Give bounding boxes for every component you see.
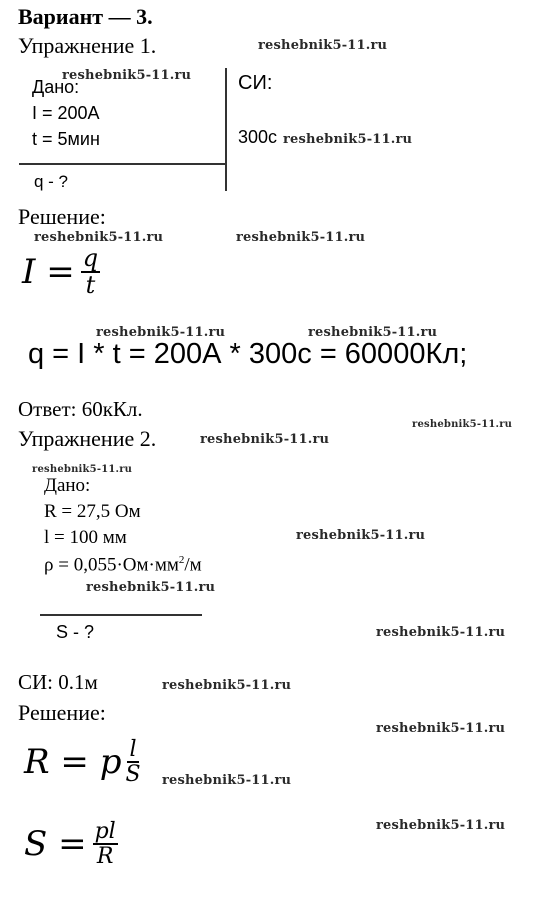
ex1-given-current: I = 200А (32, 103, 100, 123)
watermark: reshebnik5-11.ru (96, 325, 226, 340)
watermark: reshebnik5-11.ru (162, 773, 292, 788)
given-si-divider (225, 68, 227, 191)
ex2-formula-area (24, 820, 118, 868)
watermark: reshebnik5-11.ru (258, 38, 388, 53)
ex2-resistivity-main: ρ = 0,055·Ом·мм (44, 554, 179, 576)
ex1-answer: Ответ: 60кКл. (18, 397, 143, 421)
ex1-si-label: СИ: (238, 72, 273, 94)
watermark: reshebnik5-11.ru (296, 528, 426, 543)
ex2-solution-label: Решение: (18, 700, 106, 725)
ex2-resistivity-unit: /м (184, 554, 202, 576)
ex1-formula-lhs: I = (22, 252, 75, 293)
ex1-solution-label: Решение: (18, 204, 106, 229)
ex2-resistivity-sup: 2 (178, 554, 185, 566)
watermark: reshebnik5-11.ru (86, 580, 216, 595)
ex1-unknown: q - ? (34, 172, 69, 191)
ex2-unknown: S - ? (56, 622, 95, 642)
ex2-given-divider (40, 614, 202, 616)
watermark: reshebnik5-11.ru (62, 68, 192, 83)
ex1-formula-num: q (82, 244, 99, 272)
watermark: reshebnik5-11.ru (376, 625, 506, 640)
ex2-formula-resistance (24, 738, 143, 786)
ex2-f2-fraction (93, 820, 118, 868)
watermark: reshebnik5-11.ru (412, 419, 513, 430)
exercise-1-title: Упражнение 1. (18, 33, 157, 58)
ex2-f1-fraction (123, 738, 142, 786)
ex2-given-length: l = 100 мм (44, 527, 127, 548)
ex1-given-time: t = 5мин (32, 129, 100, 149)
watermark: reshebnik5-11.ru (32, 464, 133, 475)
ex2-f1-num: l (129, 737, 137, 762)
ex1-formula-fraction (81, 246, 100, 298)
watermark: reshebnik5-11.ru (376, 721, 506, 736)
watermark: reshebnik5-11.ru (308, 325, 438, 340)
ex2-f2-lhs: S = (24, 824, 87, 865)
watermark: reshebnik5-11.ru (200, 432, 330, 447)
watermark: reshebnik5-11.ru (283, 132, 413, 147)
ex2-given-label: Дано: (44, 475, 91, 496)
ex2-given-resistance: R = 27,5 Ом (44, 501, 141, 522)
ex2-f2-den: R (96, 844, 114, 870)
ex2-given-resistivity (44, 554, 202, 576)
watermark: reshebnik5-11.ru (34, 230, 164, 245)
ex1-calculation: q = I * t = 200А * 300с = 60000Кл; (28, 338, 468, 370)
exercise-2-title: Упражнение 2. (18, 426, 157, 451)
ex1-given-label: Дано: (32, 77, 80, 97)
ex1-formula (22, 246, 100, 298)
variant-title: Вариант — 3. (18, 4, 153, 29)
ex2-f1-lhs: R = p (24, 742, 122, 783)
watermark: reshebnik5-11.ru (236, 230, 366, 245)
ex2-f2-num: pl (94, 819, 116, 844)
watermark: reshebnik5-11.ru (162, 678, 292, 693)
ex2-si: СИ: 0.1м (18, 670, 98, 694)
watermark: reshebnik5-11.ru (376, 818, 506, 833)
ex1-formula-den: t (85, 271, 96, 300)
given-divider (19, 163, 226, 165)
ex1-si-value: 300с (238, 127, 278, 147)
ex2-f1-den: S (125, 762, 141, 788)
